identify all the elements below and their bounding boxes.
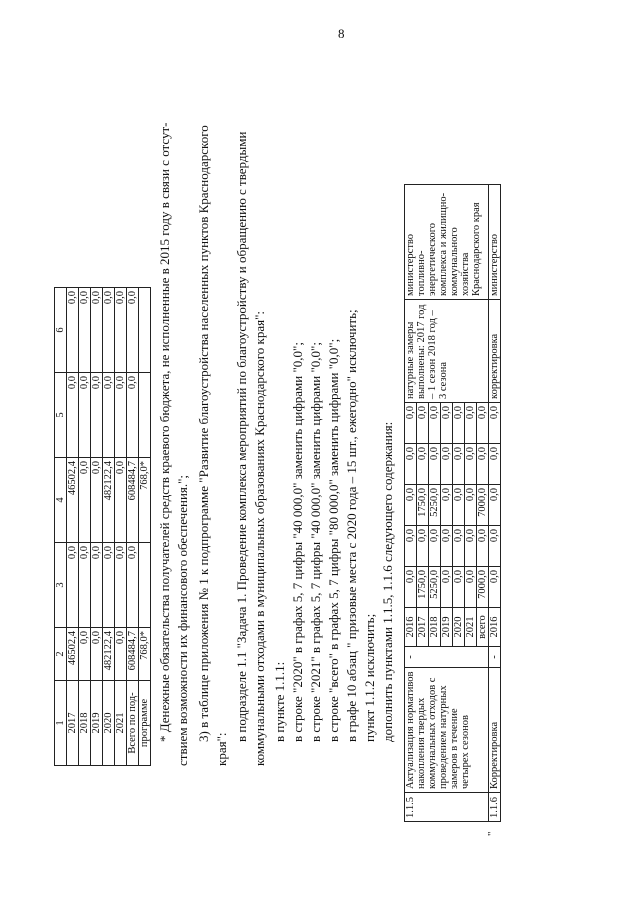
cell: 0,0 bbox=[417, 444, 429, 485]
cell: 0,0 bbox=[489, 485, 501, 526]
item-name: Корректировка bbox=[489, 668, 501, 793]
cell: 0,0 bbox=[67, 373, 79, 458]
cell: 608484,7 bbox=[127, 458, 139, 543]
cell: 0,0 bbox=[91, 543, 103, 628]
cell: 46502,4 bbox=[67, 628, 79, 681]
item-name: Актуализация нормативов накопления твердых коммунальных отходов с проведением натурных замеров в течение четырех сезонов bbox=[405, 668, 489, 793]
cell: 0,0 bbox=[405, 485, 417, 526]
cell: 0,0 bbox=[465, 403, 477, 444]
cell: 0,0 bbox=[405, 403, 417, 444]
paragraph-line: в строке "2020" в графах 5, 7 цифры "40 000,0" заменить цифрами "0,0"; bbox=[290, 342, 305, 742]
cell: 0,0 bbox=[405, 444, 417, 485]
cell: 0,0 bbox=[489, 403, 501, 444]
cell: 0,0 bbox=[67, 543, 79, 628]
cell: 0,0 bbox=[465, 485, 477, 526]
header-cell: 6 bbox=[55, 288, 67, 373]
item-executor: министерство топливно-энергетического комплекса и жилищно-коммунального хозяйства Краснодарского края bbox=[405, 185, 489, 300]
cell: 0,0 bbox=[429, 526, 441, 567]
cell: 0,0 bbox=[103, 288, 115, 373]
cell: 0,0 bbox=[91, 458, 103, 543]
cell: 0,0 bbox=[115, 288, 127, 373]
cell: 0,0 bbox=[453, 444, 465, 485]
cell: 0,0 bbox=[127, 288, 139, 373]
cell: 0,0 bbox=[91, 628, 103, 681]
cell: 0,0 bbox=[79, 373, 91, 458]
table-row bbox=[67, 288, 79, 766]
year-cell: 2016 bbox=[405, 608, 417, 647]
cell: 0,0 bbox=[477, 403, 489, 444]
paragraph-line: в графе 10 абзац " призовые места с 2020 года – 15 шт., ежегодно" исключить; bbox=[344, 309, 359, 742]
cell: программе bbox=[139, 681, 151, 766]
paragraph-line: в пункте 1.1.1: bbox=[272, 661, 287, 742]
cell: 0,0 bbox=[115, 543, 127, 628]
cell: 0,0 bbox=[441, 485, 453, 526]
paragraph-line: 3) в таблице приложения № 1 к подпрограмме "Развитие благоустройства населенных пунктов Краснодарского bbox=[196, 125, 211, 742]
cell: 0,0 bbox=[453, 526, 465, 567]
cell: Всего по под- bbox=[127, 681, 139, 766]
header-cell: 1 bbox=[55, 681, 67, 766]
header-cell: 4 bbox=[55, 458, 67, 543]
cell: 2019 bbox=[91, 681, 103, 766]
rotated-page-content bbox=[50, 52, 590, 852]
cell: 7000,0 bbox=[477, 567, 489, 608]
cell: 0,0 bbox=[453, 567, 465, 608]
year-cell: 2018 bbox=[429, 608, 441, 647]
paragraph-line: дополнить пунктами 1.1.5, 1.1.6 следующего содержания: bbox=[380, 421, 395, 742]
cell: 0,0 bbox=[465, 526, 477, 567]
page-number: 8 bbox=[338, 26, 345, 41]
table-header-row bbox=[55, 288, 67, 766]
cell: 0,0 bbox=[67, 288, 79, 373]
cell: 0,0 bbox=[417, 526, 429, 567]
table-row bbox=[115, 288, 127, 766]
cell: 2021 bbox=[115, 681, 127, 766]
cell: 0,0 bbox=[103, 373, 115, 458]
cell: 0,0 bbox=[453, 403, 465, 444]
table-row bbox=[139, 288, 151, 766]
cell: 482122,4 bbox=[103, 628, 115, 681]
table-row bbox=[127, 288, 139, 766]
header-cell: 5 bbox=[55, 373, 67, 458]
item-dash: - bbox=[489, 647, 501, 668]
cell: 0,0 bbox=[127, 373, 139, 458]
cell: 0,0 bbox=[441, 526, 453, 567]
year-cell: 2017 bbox=[417, 608, 429, 647]
cell: 5250,0 bbox=[429, 485, 441, 526]
cell: 1750,0 bbox=[417, 485, 429, 526]
cell: 0,0 bbox=[115, 373, 127, 458]
cell: 768,0* bbox=[139, 458, 151, 543]
year-cell: 2016 bbox=[489, 608, 501, 647]
quote-mark: " bbox=[486, 831, 498, 836]
table-row bbox=[103, 288, 115, 766]
funding-table bbox=[54, 287, 151, 766]
cell: 0,0 bbox=[429, 444, 441, 485]
cell: 0,0 bbox=[441, 403, 453, 444]
cell: 2017 bbox=[67, 681, 79, 766]
cell bbox=[139, 373, 151, 458]
measures-table bbox=[404, 184, 501, 822]
table-row bbox=[79, 288, 91, 766]
cell: 0,0 bbox=[79, 288, 91, 373]
year-cell: 2021 bbox=[465, 608, 477, 647]
item-index: 1.1.5 bbox=[405, 793, 489, 822]
paragraph-line: края": bbox=[214, 732, 229, 766]
cell: 482122,4 bbox=[103, 458, 115, 543]
cell: 0,0 bbox=[405, 567, 417, 608]
cell: 1750,0 bbox=[417, 567, 429, 608]
cell: 0,0 bbox=[103, 543, 115, 628]
cell: 0,0 bbox=[79, 628, 91, 681]
paragraph-line: в подразделе 1.1 "Задача 1. Проведение комплекса мероприятий по благоустройству и обращению с твердыми bbox=[234, 131, 249, 742]
table-row bbox=[489, 185, 501, 822]
cell: 0,0 bbox=[405, 526, 417, 567]
cell: 0,0 bbox=[79, 543, 91, 628]
year-cell: 2020 bbox=[453, 608, 465, 647]
cell: 768,0* bbox=[139, 628, 151, 681]
cell: 2018 bbox=[79, 681, 91, 766]
header-cell: 3 bbox=[55, 543, 67, 628]
footnote-line: * Денежные обязательства получателей средств краевого бюджета, не исполненные в 2015 году в связи с отсут- bbox=[157, 122, 172, 742]
item-result: натурные замеры выполнены: 2017 год – 1 сезон 2018 год – 3 сезона bbox=[405, 300, 489, 403]
paragraph-line: пункт 1.1.2 исключить; bbox=[362, 613, 377, 742]
cell: 0,0 bbox=[429, 403, 441, 444]
cell: 0,0 bbox=[127, 543, 139, 628]
year-cell: всего bbox=[477, 608, 489, 647]
cell bbox=[139, 288, 151, 373]
cell: 0,0 bbox=[489, 526, 501, 567]
cell: 0,0 bbox=[465, 567, 477, 608]
cell: 0,0 bbox=[91, 373, 103, 458]
cell: 0,0 bbox=[91, 288, 103, 373]
cell: 7000,0 bbox=[477, 485, 489, 526]
cell: 0,0 bbox=[489, 567, 501, 608]
year-cell: 2019 bbox=[441, 608, 453, 647]
footnote-line: ствием возможности их финансового обеспечения."; bbox=[175, 474, 190, 766]
cell: 2020 bbox=[103, 681, 115, 766]
cell: 0,0 bbox=[465, 444, 477, 485]
header-cell: 2 bbox=[55, 628, 67, 681]
item-index: 1.1.6 bbox=[489, 793, 501, 822]
item-executor: министерство bbox=[489, 185, 501, 300]
cell: 0,0 bbox=[79, 458, 91, 543]
table-row bbox=[405, 185, 417, 822]
paragraph-line: в строке "2021" в графах 5, 7 цифры "40 000,0" заменить цифрами "0,0"; bbox=[308, 342, 323, 742]
cell: 0,0 bbox=[417, 403, 429, 444]
table-row bbox=[91, 288, 103, 766]
cell: 0,0 bbox=[115, 628, 127, 681]
paragraph-line: коммунальными отходами в муниципальных образованиях Краснодарского края": bbox=[252, 310, 267, 766]
paragraph-line: в строке "всего" в графах 5, 7 цифры "80 000,0" заменить цифрами "0,0"; bbox=[326, 338, 341, 742]
item-dash: - bbox=[405, 647, 489, 668]
cell: 0,0 bbox=[441, 444, 453, 485]
cell: 0,0 bbox=[453, 485, 465, 526]
item-result: корректировка bbox=[489, 300, 501, 403]
cell bbox=[139, 543, 151, 628]
cell: 0,0 bbox=[477, 526, 489, 567]
cell: 5250,0 bbox=[429, 567, 441, 608]
cell: 46502,4 bbox=[67, 458, 79, 543]
cell: 0,0 bbox=[489, 444, 501, 485]
cell: 0,0 bbox=[477, 444, 489, 485]
cell: 0,0 bbox=[441, 567, 453, 608]
cell: 608484,7 bbox=[127, 628, 139, 681]
cell: 0,0 bbox=[115, 458, 127, 543]
